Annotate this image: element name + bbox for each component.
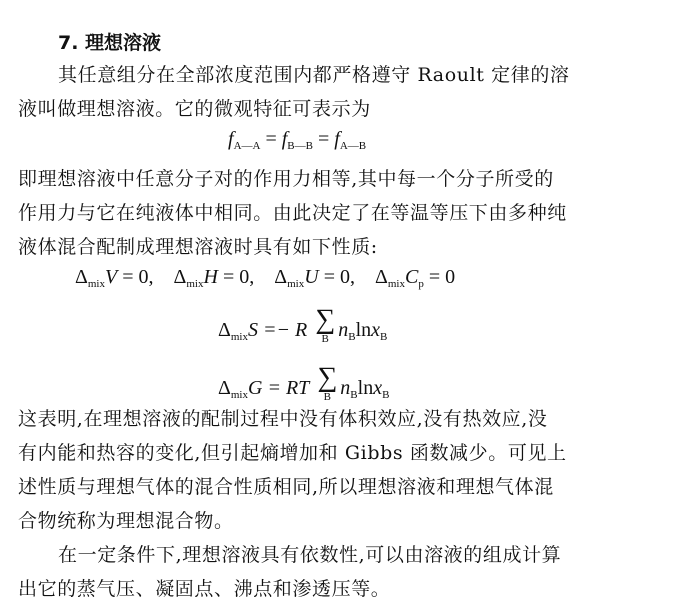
- eq-symbol: f: [228, 128, 234, 150]
- eq-subscript: B: [382, 389, 390, 401]
- eq-subscript: mix: [186, 278, 204, 290]
- eq-rhs: = RT: [267, 377, 310, 399]
- paragraph-line: 液叫做理想溶液。它的微观特征可表示为: [18, 98, 371, 120]
- eq-delta: Δ: [374, 266, 388, 288]
- paragraph-line: 合物统称为理想混合物。: [18, 510, 234, 532]
- paragraph-line: 即理想溶液中任意分子对的作用力相等,其中每一个分子所受的: [18, 168, 554, 190]
- eq-rhs: = 0,: [323, 266, 355, 288]
- eq-delta: Δ: [218, 319, 231, 341]
- equation-force: [228, 128, 366, 152]
- eq-symbol: n: [340, 377, 351, 399]
- eq-symbol: U: [304, 266, 319, 288]
- eq-symbol: f: [334, 128, 340, 150]
- paragraph-line: 有内能和热容的变化,但引起熵增加和 Gibbs 函数减少。可见上: [18, 442, 567, 464]
- summation-sign: ∑ B: [317, 362, 338, 403]
- eq-symbol: x: [371, 319, 381, 341]
- eq-symbol: x: [373, 377, 383, 399]
- eq-subscript: p: [418, 278, 424, 290]
- paragraph-line: 其任意组分在全部浓度范围内都严格遵守 Raoult 定律的溶: [58, 64, 570, 86]
- eq-rhs: =− R: [263, 319, 308, 341]
- eq-subscript: mix: [230, 331, 248, 343]
- eq-symbol: f: [281, 128, 288, 150]
- eq-rhs: = 0: [428, 266, 456, 288]
- eq-operator: =: [265, 128, 277, 150]
- eq-subscript: A—B: [339, 140, 367, 152]
- paragraph-line: 在一定条件下,理想溶液具有依数性,可以由溶液的组成计算: [58, 544, 562, 566]
- eq-symbol: S: [248, 319, 258, 341]
- eq-delta: Δ: [274, 266, 288, 288]
- eq-function: ln: [355, 319, 372, 341]
- eq-subscript: mix: [87, 278, 105, 290]
- eq-symbol: H: [203, 266, 218, 288]
- eq-symbol: G: [248, 377, 263, 399]
- paragraph-line: 作用力与它在纯液体中相同。由此决定了在等温等压下由多种纯: [18, 202, 567, 224]
- eq-delta: Δ: [173, 266, 187, 288]
- eq-delta: Δ: [75, 266, 88, 288]
- equation-mixing-properties: [75, 266, 455, 290]
- eq-rhs: = 0,: [222, 266, 255, 288]
- summation-sign: ∑ B: [315, 304, 336, 345]
- paragraph-line: 这表明,在理想溶液的配制过程中没有体积效应,没有热效应,没: [18, 408, 548, 430]
- eq-subscript: B—B: [287, 140, 313, 152]
- equation-gibbs: [218, 364, 389, 403]
- eq-subscript: mix: [387, 278, 405, 290]
- eq-subscript: A—A: [233, 140, 261, 152]
- eq-subscript: mix: [287, 278, 305, 290]
- eq-rhs: = 0,: [122, 266, 154, 288]
- eq-delta: Δ: [218, 377, 231, 399]
- eq-symbol: C: [404, 266, 419, 288]
- eq-symbol: n: [338, 319, 349, 341]
- paragraph-line: 液体混合配制成理想溶液时具有如下性质:: [18, 236, 378, 258]
- paragraph-line: 述性质与理想气体的混合性质相同,所以理想溶液和理想气体混: [18, 476, 554, 498]
- equation-entropy: [218, 306, 387, 345]
- section-heading: 7. 理想溶液: [58, 32, 162, 54]
- eq-operator: =: [317, 128, 330, 150]
- eq-symbol: V: [105, 266, 118, 288]
- paragraph-line: 出它的蒸气压、凝固点、沸点和渗透压等。: [18, 578, 391, 600]
- eq-subscript: mix: [230, 389, 248, 401]
- eq-subscript: B: [350, 389, 358, 401]
- eq-subscript: B: [348, 331, 356, 343]
- eq-subscript: B: [380, 331, 388, 343]
- eq-function: ln: [357, 377, 374, 399]
